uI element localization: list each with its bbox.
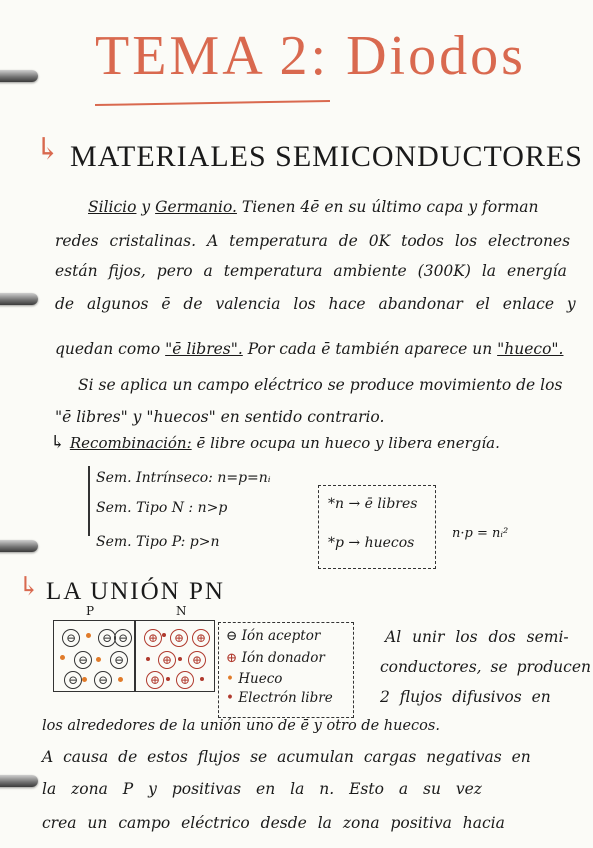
sem-tipo-p: Sem. Tipo P: p>n	[96, 534, 220, 550]
acceptor-ion-icon: ⊖	[114, 629, 132, 647]
binder-ring	[0, 540, 38, 552]
text-line: 2 flujos difusivos en	[380, 688, 551, 706]
text-line: crea un campo eléctrico desde la zona positiva hacia	[42, 814, 505, 832]
free-electron-icon	[200, 677, 204, 681]
free-electron-icon	[146, 657, 150, 661]
conjunction: y	[141, 198, 151, 216]
hole-icon	[86, 633, 91, 638]
junction-line	[134, 621, 136, 691]
legend-acceptor-label: Ión aceptor	[241, 628, 321, 644]
acceptor-ion-icon: ⊖	[226, 628, 238, 644]
n-region-label: N	[176, 604, 187, 618]
donor-ion-icon: ⊕	[146, 671, 164, 689]
hole-icon: •	[226, 671, 234, 687]
recombination-label: Recombinación:	[69, 434, 192, 452]
text-line: la zona P y positivas en la n. Esto a su vez	[42, 780, 482, 798]
free-electron-icon	[162, 633, 166, 637]
title-underline	[95, 100, 330, 106]
mass-action-equation: n·p = nᵢ²	[452, 526, 509, 541]
binder-ring	[0, 293, 38, 305]
hole-icon	[118, 677, 123, 682]
section-heading: MATERIALES SEMICONDUCTORES	[70, 140, 583, 173]
section-heading: LA UNIÓN PN	[46, 578, 225, 605]
donor-ion-icon: ⊕	[176, 671, 194, 689]
free-electron-icon	[178, 657, 182, 661]
keyword-hueco: "hueco".	[497, 340, 564, 358]
text-line	[88, 198, 539, 216]
text-fragment: Tienen 4ē en su último capa y forman	[241, 198, 539, 216]
hole-icon	[96, 657, 101, 662]
binder-ring	[0, 70, 38, 82]
text-fragment: quedan como	[55, 340, 161, 358]
acceptor-ion-icon: ⊖	[98, 629, 116, 647]
acceptor-ion-icon: ⊖	[62, 629, 80, 647]
page-title: TEMA 2: Diodos	[95, 25, 526, 87]
donor-ion-icon: ⊕	[192, 629, 210, 647]
free-electron-icon: •	[226, 690, 234, 706]
legend-donor-label: Ión donador	[241, 650, 325, 666]
text-line: los alrededores de la unión uno de ē y otro de huecos.	[42, 718, 440, 734]
text-line: redes cristalinas. A temperatura de 0K todos los electrones	[55, 232, 571, 250]
recombination-text: ē libre ocupa un hueco y libera energía.	[196, 434, 500, 452]
donor-ion-icon: ⊕	[226, 650, 238, 666]
sub-arrow-icon: ↳	[50, 432, 66, 453]
keyword-germanio: Germanio.	[155, 198, 237, 216]
donor-ion-icon: ⊕	[188, 651, 206, 669]
legend-acceptor	[226, 628, 320, 644]
acceptor-ion-icon: ⊖	[74, 651, 92, 669]
legend-hole-label: Hueco	[238, 671, 283, 687]
bracket-line	[88, 466, 90, 536]
text-line	[55, 340, 563, 358]
sem-tipo-n: Sem. Tipo N : n>p	[96, 500, 228, 516]
text-fragment: Por cada ē también aparece un	[247, 340, 493, 358]
text-line: Si se aplica un campo eléctrico se produce movimiento de los	[78, 376, 563, 394]
text-line: conductores, se producen	[380, 658, 591, 676]
pn-junction-diagram	[53, 620, 215, 692]
sem-intrinseco: Sem. Intrínseco: n=p=nᵢ	[96, 470, 271, 486]
donor-ion-icon: ⊕	[158, 651, 176, 669]
acceptor-ion-icon: ⊖	[110, 651, 128, 669]
legend-donor	[226, 650, 325, 666]
acceptor-ion-icon: ⊖	[94, 671, 112, 689]
text-line: de algunos ē de valencia los hace abandonar el enlace y	[55, 295, 576, 313]
section-arrow-icon: ↳	[35, 132, 61, 167]
keyword-silicio: Silicio	[88, 198, 137, 216]
keyword-e-libres: "ē libres".	[165, 340, 243, 358]
donor-ion-icon: ⊕	[144, 629, 162, 647]
text-line: Al unir los dos semi-	[385, 628, 569, 646]
donor-ion-icon: ⊕	[170, 629, 188, 647]
free-electron-icon	[166, 677, 170, 681]
legend-hole	[226, 671, 282, 687]
carrier-n: *n → ē libres	[328, 496, 418, 512]
hole-icon	[82, 677, 87, 682]
legend-electron	[226, 690, 333, 706]
text-line: "ē libres" y "huecos" en sentido contrario.	[55, 408, 385, 426]
p-region-label: P	[86, 604, 95, 618]
hole-icon	[60, 655, 65, 660]
recombination-line	[50, 432, 500, 453]
section-arrow-icon: ↳	[18, 572, 40, 602]
legend-electron-label: Electrón libre	[238, 690, 333, 706]
text-line: A causa de estos flujos se acumulan cargas negativas en	[42, 748, 531, 766]
acceptor-ion-icon: ⊖	[64, 671, 82, 689]
binder-ring	[0, 775, 38, 787]
text-line: están fijos, pero a temperatura ambiente (300K) la energía	[55, 262, 567, 280]
carrier-p: *p → huecos	[328, 535, 415, 551]
